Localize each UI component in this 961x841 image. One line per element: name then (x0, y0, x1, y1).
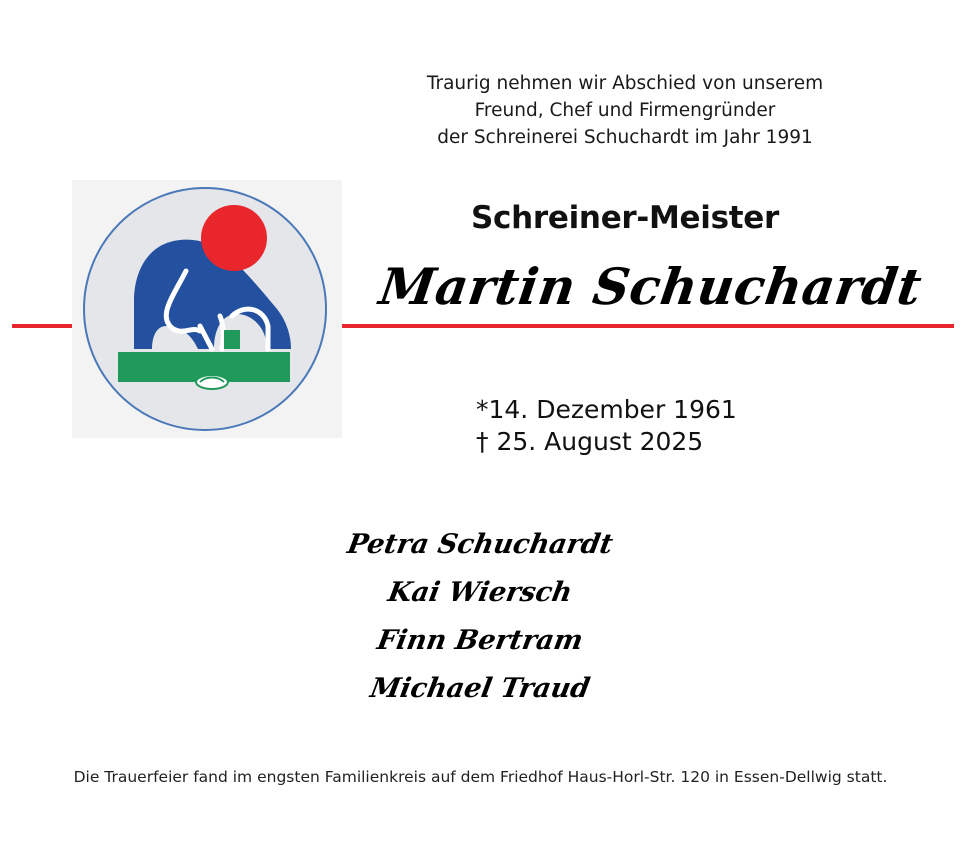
profession-title: Schreiner-Meister (471, 200, 779, 236)
carpenter-logo-icon (82, 186, 328, 432)
mourner-name: Michael Traud (367, 673, 593, 704)
divider-line-right (341, 324, 954, 328)
intro-line-2: Freund, Chef und Firmengründer (474, 100, 776, 121)
life-dates (476, 394, 737, 458)
intro-text (380, 70, 870, 151)
birth-date: *14. Dezember 1961 (476, 395, 737, 424)
mourners-list (330, 521, 630, 713)
mourner-name: Finn Bertram (374, 625, 586, 656)
mourner-name: Kai Wiersch (385, 577, 575, 608)
funeral-note: Die Trauerfeier fand im engsten Familienkreis auf dem Friedhof Haus-Horl-Str. 120 in Essen-Dellwig statt. (73, 768, 888, 786)
deceased-name: Martin Schuchardt (375, 257, 926, 316)
mourner-name: Petra Schuchardt (345, 529, 616, 560)
intro-line-1: Traurig nehmen wir Abschied von unserem (426, 73, 824, 94)
death-date: † 25. August 2025 (476, 427, 704, 456)
divider-line-left (12, 324, 74, 328)
intro-line-3: der Schreinerei Schuchardt im Jahr 1991 (437, 127, 813, 148)
